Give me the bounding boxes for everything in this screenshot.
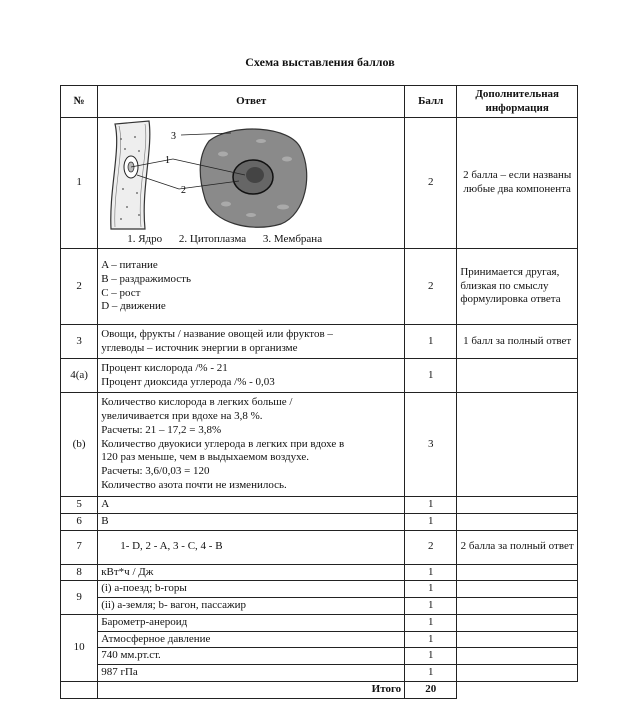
table-row (61, 393, 578, 497)
score-cell: 1 (405, 598, 457, 615)
cell-figure (101, 119, 401, 247)
figure-caption (127, 233, 336, 247)
table-row (61, 631, 578, 648)
table-row (61, 359, 578, 393)
info-cell: 2 балла за полный ответ (457, 530, 578, 564)
score-cell: 2 (405, 118, 457, 249)
answer-cell (98, 393, 405, 497)
score-cell: 1 (405, 665, 457, 682)
answer-line: углеводы – источник энергии в организме (101, 341, 298, 354)
table-row (61, 598, 578, 615)
table-row (61, 118, 578, 249)
answer-line: C – рост (101, 286, 141, 299)
row-num: 9 (61, 581, 98, 615)
row-num: 5 (61, 497, 98, 514)
answer-cell: 987 гПа (98, 665, 405, 682)
answer-cell: 740 мм.рт.ст. (98, 648, 405, 665)
score-cell: 1 (405, 325, 457, 359)
info-cell: 2 балла – если названы любые два компонента (457, 118, 578, 249)
score-cell: 2 (405, 249, 457, 325)
answer-line: Количество азота почти не изменилось. (101, 478, 287, 491)
cell-diagram-image (101, 119, 401, 231)
answer-line: Овощи, фрукты / название овощей или фруктов – (101, 327, 333, 340)
answer-line: Количество кислорода в легких больше / (101, 396, 293, 409)
header-num: № (61, 86, 98, 118)
answer-line: A – питание (101, 259, 158, 271)
score-cell: 1 (405, 497, 457, 514)
table-row (61, 497, 578, 514)
table-row (61, 249, 578, 325)
score-cell: 1 (405, 648, 457, 665)
score-cell: 3 (405, 393, 457, 497)
answer-cell: (i) a-поезд; b-горы (98, 581, 405, 598)
page-title: Схема выставления баллов (245, 55, 395, 69)
score-cell: 1 (405, 631, 457, 648)
row-num: (b) (61, 393, 98, 497)
header-info: Дополнительная информация (457, 86, 578, 118)
score-cell: 1 (405, 614, 457, 631)
fig-label-2: 2 (181, 185, 187, 196)
info-cell: 1 балл за полный ответ (457, 325, 578, 359)
answer-cell (98, 359, 405, 393)
answer-cell: 1- D, 2 - A, 3 - C, 4 - B (98, 530, 405, 564)
answer-line: Процент кислорода /% - 21 (101, 361, 228, 374)
info-cell (457, 581, 578, 598)
answer-line: Расчеты: 3,6/0,03 = 120 (101, 465, 210, 478)
row-num: 10 (61, 614, 98, 681)
answer-cell: (ii) a-земля; b- вагон, пассажир (98, 598, 405, 615)
info-cell (457, 564, 578, 581)
answer-line: Количество двуокиси углерода в легких при вдохе в (101, 437, 345, 450)
table-row (61, 581, 578, 598)
row-num: 2 (61, 249, 98, 325)
answer-line: Расчеты: 21 – 17,2 = 3,8% (101, 423, 222, 436)
info-cell (457, 614, 578, 631)
fig-label-3: 3 (171, 131, 177, 142)
score-cell: 1 (405, 581, 457, 598)
table-row (61, 513, 578, 530)
info-cell (457, 497, 578, 514)
table-header-row (61, 86, 578, 118)
info-cell (457, 665, 578, 682)
answer-line: D – движение (101, 300, 166, 313)
answer-cell: кВт*ч / Дж (98, 564, 405, 581)
caption-item: 3. Мембрана (262, 233, 323, 246)
row-num: 8 (61, 564, 98, 581)
answer-line: 120 раз меньше, чем в выдыхаемом воздухе. (101, 451, 309, 464)
caption-item: 2. Цитоплазма (178, 233, 247, 246)
table-row (61, 648, 578, 665)
answer-line: B – раздражимость (101, 272, 191, 285)
row-num: 4(a) (61, 359, 98, 393)
table-row (61, 665, 578, 682)
total-label: Итого (98, 681, 405, 698)
answer-cell: B (98, 513, 405, 530)
total-row (61, 681, 578, 698)
table-row (61, 564, 578, 581)
answer-cell: Атмосферное давление (98, 631, 405, 648)
row-num: 6 (61, 513, 98, 530)
total-value: 20 (405, 681, 457, 698)
answer-cell: A (98, 497, 405, 514)
answer-cell: Барометр-анероид (98, 614, 405, 631)
header-answer: Ответ (98, 86, 405, 118)
row-num: 3 (61, 325, 98, 359)
fig-label-1: 1 (165, 155, 171, 166)
score-cell: 1 (405, 564, 457, 581)
table-row (61, 530, 578, 564)
score-cell: 1 (405, 513, 457, 530)
info-cell: Принимается другая, близкая по смыслу формулировка ответа (457, 249, 578, 325)
row-num: 7 (61, 530, 98, 564)
info-cell (457, 631, 578, 648)
info-cell (457, 648, 578, 665)
score-table (60, 85, 578, 699)
answer-cell (98, 249, 405, 325)
caption-item: 1. Ядро (127, 233, 163, 246)
info-cell (457, 598, 578, 615)
info-cell (457, 393, 578, 497)
table-row (61, 325, 578, 359)
answer-line: Процент диоксида углерода /% - 0,03 (101, 375, 275, 388)
answer-cell (98, 325, 405, 359)
info-cell (457, 513, 578, 530)
empty-cell (457, 681, 578, 698)
score-cell: 1 (405, 359, 457, 393)
answer-line: увеличивается при вдохе на 3,8 %. (101, 410, 263, 423)
row-num (61, 681, 98, 698)
row-num: 1 (61, 118, 98, 249)
header-score: Балл (405, 86, 457, 118)
info-cell (457, 359, 578, 393)
answer-cell (98, 118, 405, 249)
table-row (61, 614, 578, 631)
score-cell: 2 (405, 530, 457, 564)
